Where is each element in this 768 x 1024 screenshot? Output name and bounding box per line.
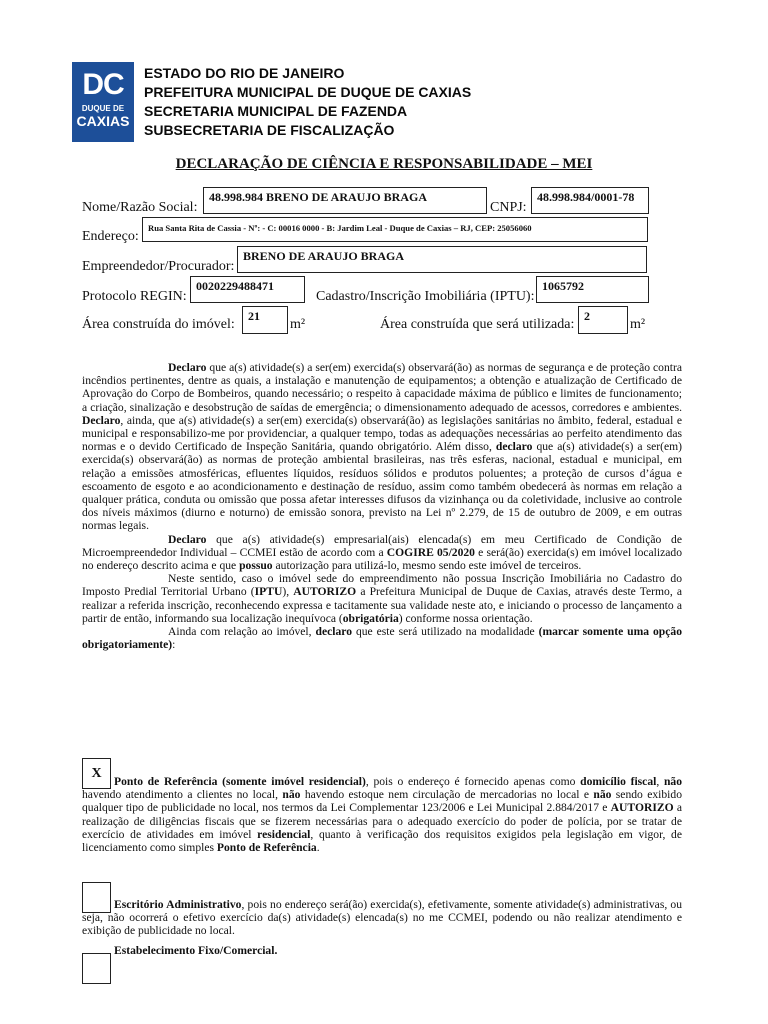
text: que a(s) atividade(s) a ser(em) exercida(s) observará(ão) as normas de segurança e de proteção contra incêndios pertinentes, dentre as quais, a instalação e manutenção de equipamentos; a obtenção e atualização de Certificado de Aprovação do Corpo de Bombeiros, quando necessário; o respeito à capacidade máxima de público e limites de funcionamento; a criação, sinalização e desobstrução de saídas de emergência; o dimensionamento adequado de acessos, corredores e ambientes. [82,361,682,414]
text: , pois o endereço é fornecido apenas como [365,775,581,788]
text: que a(s) atividade(s) empresarial(ais) elencada(s) em meu Certificado de Condição de Microempreendedor Individual – CCMEI estão de acordo com a [82,532,682,559]
area-construida-field[interactable]: 21 [242,306,288,334]
text: : [172,638,176,652]
bold-declaro: declaro [315,625,352,639]
header-subsecretaria: SUBSECRETARIA DE FISCALIZAÇÃO [144,122,395,138]
document-title: DECLARAÇÃO DE CIÊNCIA E RESPONSABILIDADE – MEI [175,156,593,172]
header-estado: ESTADO DO RIO DE JANEIRO [144,65,345,81]
text: , ainda, que a(s) atividade(s) a ser(em) exercida(s) observará(ão) as legislações sanitárias no âmbito, federal, estadual e municipal e responsabilizo-me por providenciar, a qualquer tempo, todas as adequações necessárias ao perfeito atendimento das normas e o devido Certificado de Inspeção Sanitária, quando obrigatório. Além disso, [82,413,682,454]
prefeitura-logo [72,62,134,142]
nome-field[interactable]: 48.998.984 BRENO DE ARAUJO BRAGA [203,187,487,214]
logo-line1: DUQUE DE [81,104,125,113]
area-utilizada-label: Área construída que será utilizada: [380,317,575,332]
header-secretaria: SECRETARIA MUNICIPAL DE FAZENDA [144,103,408,119]
logo-dc: DC [82,68,124,101]
bold-declaro: declaro [495,440,533,454]
text: sendo exibido qualquer tipo de publicidade no local, nos termos da Lei Complementar 123/2006 e Lei Municipal 2.884/2017 e [82,788,682,815]
option-ponto-referencia-checkbox[interactable]: X [82,758,111,789]
text: e será(ão) exercida(s) em imóvel localizado no endereço descrito acima e que [82,545,682,573]
bold-domicilio-fiscal: domicílio fiscal [580,775,657,788]
bold-declaro: Declaro [168,532,207,546]
bold-nao: não [663,775,682,788]
text: havendo atendimento a clientes no local, [82,788,283,802]
paragraph-iptu [82,572,682,625]
text: , pois no endereço será(ão) exercida(s), efetivamente, somente atividade(s) administrativas, ou seja, não ocorrerá o efetivo exercício da(s) atividade(s) elencada(s) no me CCMEI, podendo ou não realizar atendimento e exibição de publicidade no local. [82,898,682,938]
paragraph-seguranca [82,361,682,533]
text: a Prefeitura Municipal de Duque de Caxias, através deste Termo, a realizar a referida inscrição, reconhecendo expressa e tacitamente sua validade neste ato, e iniciando o processo de lançamento a partir de então, informando sua localização inequívoca ( [82,585,683,625]
text: . [316,841,320,855]
text: ) conforme nossa orientação. [398,611,533,625]
bold-possuo: possuo [239,559,273,573]
paragraph-modalidade [82,625,682,651]
empreendedor-field[interactable]: BRENO DE ARAUJO BRAGA [237,246,647,273]
cnpj-label: CNPJ: [490,200,527,215]
bold-autorizo: AUTORIZO [610,801,674,815]
option-estabelecimento-text [114,944,614,957]
bold-nao: não [593,788,612,802]
bold-ponto-referencia: Ponto de Referência (somente imóvel residencial) [114,775,366,788]
cadastro-label: Cadastro/Inscrição Imobiliária (IPTU): [316,289,535,304]
bold-cogire: COGIRE 05/2020 [386,545,475,559]
endereco-field[interactable]: Rua Santa Rita de Cassia - Nº: - C: 00016 0000 - B: Jardim Leal - Duque de Caxias – RJ, CEP: 25056060 [142,217,648,242]
text: Ainda com relação ao imóvel, [168,625,316,639]
text: ), [282,585,294,599]
paragraph-cogire [82,533,682,573]
bold-residencial: residencial [257,827,311,841]
cadastro-field[interactable]: 1065792 [536,276,649,303]
protocolo-field[interactable]: 0020229488471 [190,276,305,303]
bold-ponto-referencia: Ponto de Referência [216,841,317,855]
text: , [656,775,664,788]
text: havendo estoque nem circulação de mercadorias no local e [300,788,594,802]
nome-label: Nome/Razão Social: [82,200,198,215]
text: autorização para utilizá-lo, mesmo sendo este imóvel de terceiros. [272,559,582,573]
bold-obrigatoria: obrigatória [342,611,399,625]
bold-instruction: (marcar somente uma opção obrigatoriamente) [82,625,682,652]
option-ponto-referencia-text [82,775,682,854]
option-escritorio-text [82,898,682,938]
bold-nao: não [282,788,301,802]
protocolo-label: Protocolo REGIN: [82,289,187,304]
text: Neste sentido, caso o imóvel sede do empreendimento não possua Inscrição Imobiliária no Cadastro do Imposto Predial Territorial Urbano ( [82,572,682,599]
header-prefeitura: PREFEITURA MUNICIPAL DE DUQUE DE CAXIAS [144,84,472,100]
declaration-body [82,361,682,651]
bold-declaro: Declaro [82,413,121,427]
bold-escritorio: Escritório Administrativo [114,898,242,911]
area-utilizada-field[interactable]: 2 [578,306,628,334]
text: que a(s) atividade(s) a ser(em) exercida(s) observará(ão) as normas de proteção ambiental brasileiras, nas três esferas, nacional, estadual e municipal, em relação a emissões atmosféricas, efluentes líquidos, resíduos sólidos e produtos poluentes; a proteção de cursos d’água e escoamento de esgoto e ao acondicionamento e destinação de resíduo, assim como também obedecerá às normas em relação a qualquer prática, conduta ou omissão que possa afetar interesses difusos da vizinhança ou da coletividade, inclusive ao controle dos níveis máximos (diurno e noturno) de emissão sonora, previsto na Lei nº 2.279, de 15 de outubro de 2009, e em outras normas legais. [82,440,682,533]
bold-autorizo: AUTORIZO [293,585,357,599]
empreendedor-label: Empreendedor/Procurador: [82,259,235,274]
bold-declaro: Declaro [168,361,207,374]
text: que este será utilizado na modalidade [352,625,539,639]
text: a realização de diligências fiscais que se fizerem necessárias para o adequado exercício do poder de polícia, por se tratar de exercício de atividades em imóvel [82,801,683,841]
logo-line2: CAXIAS [76,113,130,129]
area-construida-label: Área construída do imóvel: [82,317,235,332]
cnpj-field[interactable]: 48.998.984/0001-78 [531,187,649,214]
bold-iptu: IPTU [254,585,283,599]
area-construida-unit: m² [290,317,306,332]
area-utilizada-unit: m² [630,317,646,332]
text: , quanto à verificação dos requisitos exigidos pela legislação em vigor, de licenciamento como simples [82,827,682,855]
endereco-label: Endereço: [82,229,139,244]
bold-estabelecimento: Estabelecimento Fixo/Comercial. [114,944,278,957]
option-estabelecimento-checkbox[interactable] [82,953,111,984]
